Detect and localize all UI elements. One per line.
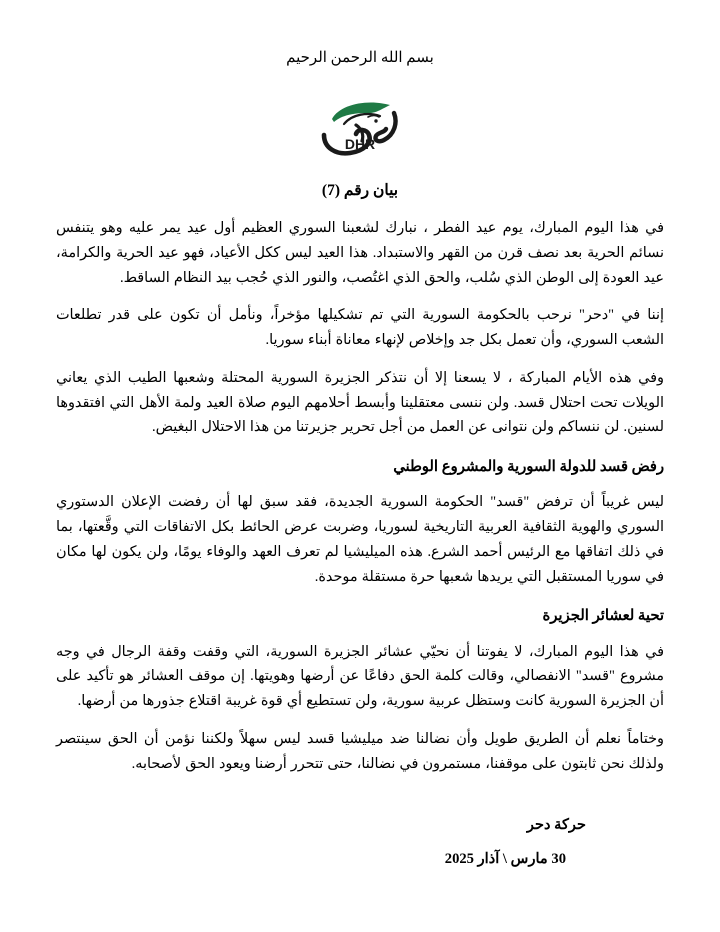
intro-paragraph-1: في هذا اليوم المبارك، يوم عيد الفطر ، نبارك لشعبنا السوري العظيم أول عيد يمر عليه وهو يتنفس نسائم الحرية بعد نصف قرن من القهر والاستبداد. هذا العيد ليس ككل الأعياد، فهو عيد الحرية والكرامة، عيد العودة إلى الوطن الذي سُلب، والحق الذي اغتُصب، والنور الذي حُجب بيد النظام الساقط. — [56, 220, 664, 286]
intro-paragraph-3: وفي هذه الأيام المباركة ، لا يسعنا إلا أن نتذكر الجزيرة السورية المحتلة وشعبها الطيب الذي يعاني الويلات تحت احتلال قسد. ولن ننسى معتقلينا وأبسط أحلامهم اليوم صلاة العيد ولمة الأهل التي افتقدوها لسنين. لن ننساكم ولن نتوانى عن العمل من أجل تحرير جزيرتنا من هذا الاحتلال البغيض. — [56, 369, 664, 436]
section-2-paragraph-1: في هذا اليوم المبارك، لا يفوتنا أن نحيّي عشائر الجزيرة السورية، التي وقفت وقفة الرجال في وجه مشروع "قسد" الانفصالي، وقالت كلمة الحق دفاعًا عن أرضها وهويتها. إن موقف العشائر هو تأكيد على أن الجزيرة السورية كانت وستظل عربية سورية، ولن تستطيع أي قوة غريبة اقتلاع جذورها من أرضها. — [56, 643, 664, 710]
basmala-line: بسم الله الرحمن الرحيم — [286, 50, 434, 66]
section-heading-sdf-rejection: رفض قسد للدولة السورية والمشروع الوطني — [393, 459, 664, 476]
section-heading-tribes-salute: تحية لعشائر الجزيرة — [542, 608, 664, 625]
signature-block — [56, 816, 664, 868]
signature-organization: حركة دحر — [526, 817, 586, 834]
intro-paragraph-2: إننا في "دحر" نرحب بالحكومة السورية التي تم تشكيلها مؤخراً، ونأمل أن تكون على قدر تطلعات الشعب السوري، وأن تعمل بكل جد وإخلاص لإنهاء معاناة أبناء سوريا. — [56, 307, 664, 349]
logo-wordmark: DHR — [344, 136, 376, 152]
signature-date: 30 مارس \ آذار 2025 — [444, 851, 566, 868]
section-1-paragraph-1: ليس غريباً أن ترفض "قسد" الحكومة السورية الجديدة، فقد سبق لها أن رفضت الإعلان الدستوري السوري والهوية الثقافية العربية التاريخية لسوريا، وضربت عرض الحائط بكل الاتفاقات التي وقَّعتها، بما في ذلك اتفاقها مع الرئيس أحمد الشرع. هذه الميليشيا لم تعرف العهد والوفاء يومًا، ولن يكون لها مكان في سوريا المستقبل التي يريدها شعبها حرة مستقلة موحدة. — [56, 494, 664, 585]
section-2-paragraph-2: وختاماً نعلم أن الطريق طويل وأن نضالنا ضد ميليشيا قسد ليس سهلاً ولكننا نؤمن أن الحق سينتصر ولذلك نحن ثابتون على موقفنا، مستمرون في نضالنا، حتى تتحرر أرضنا ويعود الحق لأصحابه. — [56, 730, 664, 772]
statement-title: بيان رقم (7) — [321, 182, 399, 199]
dhr-logo-icon — [306, 95, 414, 165]
logo-container — [56, 95, 664, 167]
